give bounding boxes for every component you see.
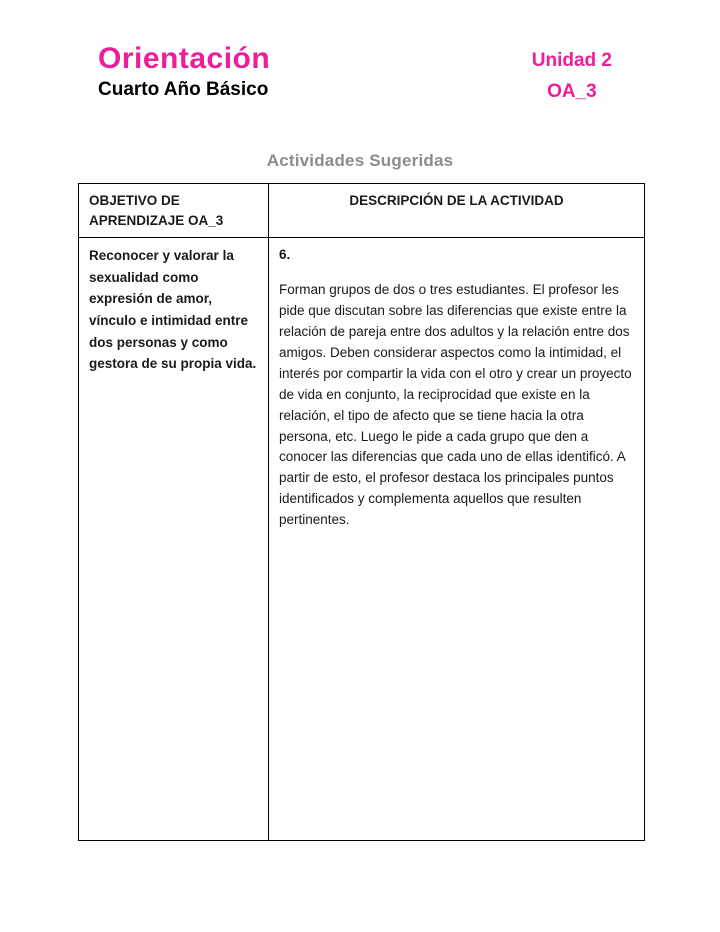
column-header-objective: OBJETIVO DE APRENDIZAJE OA_3 xyxy=(79,184,269,238)
oa-label: OA_3 xyxy=(547,80,597,102)
header-left-block xyxy=(98,42,270,101)
activities-table-wrapper xyxy=(78,183,645,841)
level-subtitle: Cuarto Año Básico xyxy=(98,79,269,100)
subject-title: Orientación xyxy=(98,42,271,75)
document-header xyxy=(0,0,720,103)
unit-label: Unidad 2 xyxy=(531,50,612,71)
objective-cell: Reconocer y valorar la sexualidad como expresión de amor, vínculo e intimidad entre dos personas y como gestora de su propia vida. xyxy=(79,238,269,841)
activity-description: Forman grupos de dos o tres estudiantes. El profesor les pide que discutan sobre las diferencias que existe entre la relación de pareja entre dos adultos y la relación entre dos amigos. Deben considerar aspectos como la intimidad, el interés por compartir la vida con el otro y crear un proyecto de vida en conjunto, la reciprocidad que existe en la relación, el tipo de afecto que se tiene hacia la otra persona, etc. Luego le pide a cada grupo que den a conocer las diferencias que cada uno de ellas identificó. A partir de esto, el profesor destaca los principales puntos identificados y complementa aquellos que resulten pertinentes. xyxy=(279,282,632,528)
activity-number: 6. xyxy=(279,247,291,263)
table-row xyxy=(79,238,645,841)
activity-cell xyxy=(269,238,645,841)
column-header-description: DESCRIPCIÓN DE LA ACTIVIDAD xyxy=(269,184,645,238)
table-header-row xyxy=(79,184,645,238)
activities-table xyxy=(78,183,645,841)
header-right-block xyxy=(532,42,612,103)
page-title: Actividades Sugeridas xyxy=(266,150,454,170)
